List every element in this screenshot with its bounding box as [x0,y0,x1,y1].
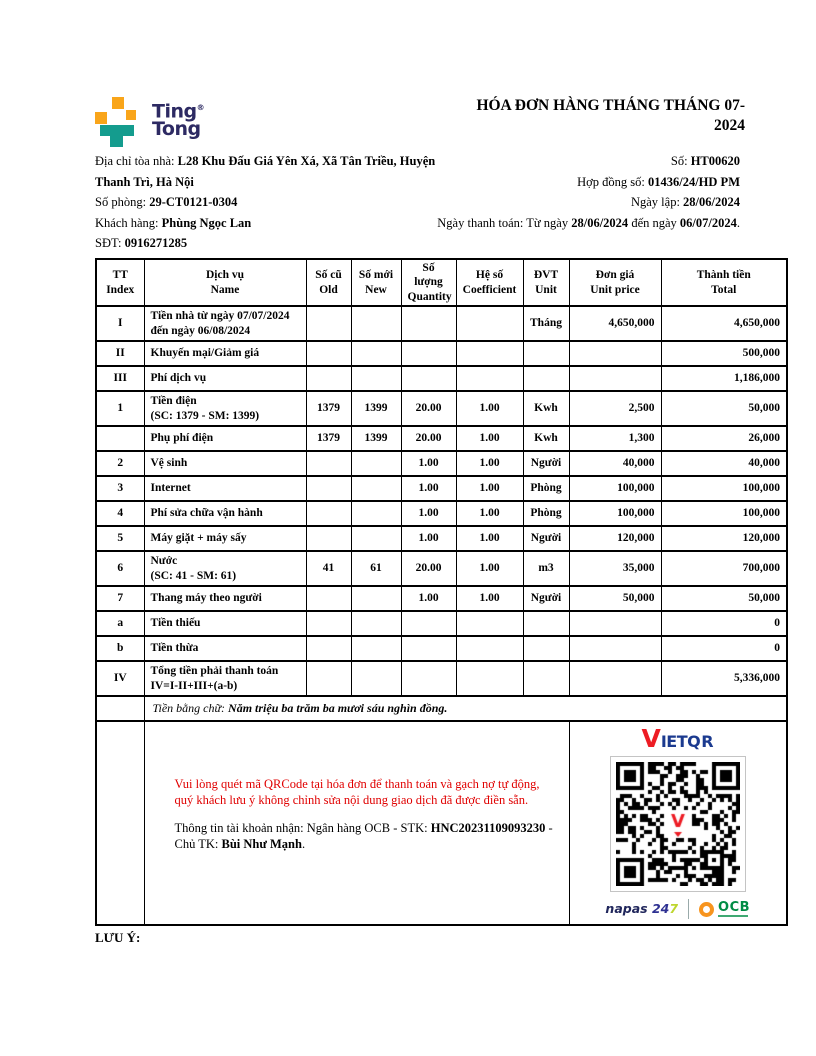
cell-price: 2,500 [569,391,661,426]
cell-total: 50,000 [661,586,787,611]
cell-name: Tiền thừa [144,636,306,661]
issue-date: Ngày lập: 28/06/2024 [630,195,740,210]
column-header-6: ĐVT Unit [523,259,569,306]
vietqr-logo: VIETQR [641,724,715,754]
cell-coef [456,661,523,696]
table-row [96,451,787,476]
cell-price: 4,650,000 [569,306,661,341]
address-line2: Thanh Trì, Hà Nội [95,174,194,189]
cell-new [351,526,401,551]
table-row [96,611,787,636]
cell-total: 5,336,000 [661,661,787,696]
cell-coef [456,306,523,341]
cell-qty [401,366,456,391]
cell-old [306,501,351,526]
amount-in-words: Tiền bằng chữ: Năm triệu ba trăm ba mươi sáu nghìn đồng. [144,696,787,721]
cell-qty [401,341,456,366]
cell-qty: 1.00 [401,476,456,501]
address-line1: Địa chỉ tòa nhà: L28 Khu Đấu Giá Yên Xá, Xã Tân Triều, Huyện [95,154,436,168]
cell-tt: IV [96,661,144,696]
cell-coef [456,366,523,391]
napas-logo: napas 247 [605,901,679,917]
cell-total: 0 [661,636,787,661]
cell-old: 1379 [306,426,351,451]
footer-note: LƯU Ý: [95,930,141,945]
cell-unit [523,366,569,391]
invoice-table-head [96,259,787,306]
cell-tt: 6 [96,551,144,586]
header-row [96,259,787,306]
cell-price [569,366,661,391]
cell-tt: b [96,636,144,661]
cell-old [306,476,351,501]
cell-total: 40,000 [661,451,787,476]
cell-qty [401,661,456,696]
cell-qty: 20.00 [401,391,456,426]
cell-coef [456,341,523,366]
cell-unit: Tháng [523,306,569,341]
cell-qty: 20.00 [401,551,456,586]
cell-tt: 7 [96,586,144,611]
cell-new [351,306,401,341]
cell-qty [401,306,456,341]
cell-price: 120,000 [569,526,661,551]
room-number: Số phòng: 29-CT0121-0304 [95,195,238,210]
table-row [96,306,787,341]
customer-name: Khách hàng: Phùng Ngọc Lan [95,215,252,230]
cell-new [351,366,401,391]
invoice-table-body [96,306,787,696]
cell-coef [456,636,523,661]
tingtong-icon [95,97,143,147]
cell-unit: Phòng [523,476,569,501]
contract-number: Hợp đồng số: 01436/24/HD PM [577,174,740,189]
cell-name: Phí dịch vụ [144,366,306,391]
cell-name: Thang máy theo người [144,586,306,611]
cell-old [306,661,351,696]
column-header-0: TT Index [96,259,144,306]
cell-unit: Người [523,451,569,476]
cell-total: 700,000 [661,551,787,586]
cell-coef [456,611,523,636]
cell-name: Vệ sinh [144,451,306,476]
qr-code-frame [610,756,746,892]
table-row [96,636,787,661]
cell-tt [96,721,144,925]
cell-tt: III [96,366,144,391]
cell-total: 1,186,000 [661,366,787,391]
ocb-icon [699,902,714,917]
customer-phone: SĐT: 0916271285 [95,236,188,251]
cell-coef: 1.00 [456,451,523,476]
cell-new [351,661,401,696]
cell-qty: 1.00 [401,526,456,551]
cell-coef: 1.00 [456,391,523,426]
cell-new: 61 [351,551,401,586]
cell-unit: Phòng [523,501,569,526]
cell-tt [96,426,144,451]
qr-cell [569,721,787,925]
cell-unit: Kwh [523,391,569,426]
cell-tt: II [96,341,144,366]
cell-name: Khuyến mại/Giảm giá [144,341,306,366]
payment-period: Ngày thanh toán: Từ ngày 28/06/2024 đến ngày 06/07/2024. [437,215,740,230]
cell-old [306,586,351,611]
amount-in-words-row [96,696,787,721]
qr-payment-note: Vui lòng quét mã QRCode tại hóa đơn để thanh toán và gạch nợ tự động, quý khách lưu ý không chỉnh sửa nội dung giao dịch đã được điền sẵn. [174,777,540,807]
cell-old [306,526,351,551]
invoice-table [95,258,788,926]
table-row [96,526,787,551]
cell-price [569,341,661,366]
table-row [96,501,787,526]
cell-tt: 3 [96,476,144,501]
cell-new [351,476,401,501]
cell-old: 41 [306,551,351,586]
column-header-8: Thành tiền Total [661,259,787,306]
cell-price: 1,300 [569,426,661,451]
cell-new [351,501,401,526]
invoice-table-special [96,696,787,925]
brand-name: Ting® Tong [152,100,205,141]
cell-qty: 1.00 [401,586,456,611]
cell-name: Tổng tiền phải thanh toán IV=I-II+III+(a-b) [144,661,306,696]
cell-tt: a [96,611,144,636]
cell-price [569,611,661,636]
cell-unit: Kwh [523,426,569,451]
cell-coef: 1.00 [456,526,523,551]
cell-new [351,636,401,661]
invoice-title: HÓA ĐƠN HÀNG THÁNG THÁNG 07- 2024 [476,97,745,134]
cell-name: Tiền thiếu [144,611,306,636]
cell-total: 120,000 [661,526,787,551]
cell-old [306,611,351,636]
cell-total: 100,000 [661,476,787,501]
column-header-3: Số mới New [351,259,401,306]
invoice-number: Số: HT00620 [670,154,740,168]
cell-new: 1399 [351,391,401,426]
cell-old [306,636,351,661]
cell-total: 50,000 [661,391,787,426]
table-row [96,661,787,696]
payment-row [96,721,787,925]
cell-qty: 1.00 [401,501,456,526]
cell-name: Nước (SC: 41 - SM: 61) [144,551,306,586]
cell-new [351,451,401,476]
cell-price: 50,000 [569,586,661,611]
column-header-1: Dịch vụ Name [144,259,306,306]
cell-price: 40,000 [569,451,661,476]
table-row [96,341,787,366]
table-row [96,586,787,611]
cell-unit: Người [523,526,569,551]
cell-unit [523,636,569,661]
invoice-meta [310,151,740,233]
cell-price: 100,000 [569,476,661,501]
cell-total: 26,000 [661,426,787,451]
cell-tt: 2 [96,451,144,476]
cell-old [306,451,351,476]
cell-unit: Người [523,586,569,611]
cell-old [306,366,351,391]
cell-name: Phí sửa chữa vận hành [144,501,306,526]
cell-name: Phụ phí điện [144,426,306,451]
cell-unit: m3 [523,551,569,586]
cell-price [569,661,661,696]
column-header-2: Số cũ Old [306,259,351,306]
cell-name: Internet [144,476,306,501]
cell-tt: 4 [96,501,144,526]
cell-qty [401,636,456,661]
cell-tt: 5 [96,526,144,551]
table-row [96,366,787,391]
cell-name: Tiền điện (SC: 1379 - SM: 1399) [144,391,306,426]
column-header-7: Đơn giá Unit price [569,259,661,306]
cell-new: 1399 [351,426,401,451]
cell-tt [96,696,144,721]
cell-coef: 1.00 [456,426,523,451]
cell-total: 100,000 [661,501,787,526]
cell-coef: 1.00 [456,586,523,611]
cell-new [351,611,401,636]
column-header-5: Hệ số Coefficient [456,259,523,306]
table-row [96,551,787,586]
cell-unit [523,611,569,636]
cell-total: 500,000 [661,341,787,366]
cell-name: Tiền nhà từ ngày 07/07/2024 đến ngày 06/08/2024 [144,306,306,341]
column-header-4: Số lượng Quantity [401,259,456,306]
cell-old [306,306,351,341]
cell-unit [523,661,569,696]
table-row [96,426,787,451]
payment-text-cell [144,721,569,925]
payment-networks [570,899,787,919]
cell-total: 4,650,000 [661,306,787,341]
account-info: Thông tin tài khoản nhận: Ngân hàng OCB - STK: HNC20231109093230 - Chủ TK: Bùi Như Mạnh. [174,821,553,851]
cell-new [351,586,401,611]
qr-code [616,762,740,886]
brand-logo [95,97,204,147]
cell-price: 35,000 [569,551,661,586]
cell-qty: 20.00 [401,426,456,451]
cell-coef: 1.00 [456,501,523,526]
cell-coef: 1.00 [456,476,523,501]
cell-total: 0 [661,611,787,636]
cell-tt: I [96,306,144,341]
cell-price [569,636,661,661]
cell-name: Máy giặt + máy sấy [144,526,306,551]
cell-old: 1379 [306,391,351,426]
cell-old [306,341,351,366]
table-row [96,476,787,501]
table-row [96,391,787,426]
cell-new [351,341,401,366]
divider [688,899,689,919]
cell-qty [401,611,456,636]
ocb-logo: OCB [699,901,750,917]
cell-unit [523,341,569,366]
cell-tt: 1 [96,391,144,426]
cell-qty: 1.00 [401,451,456,476]
cell-coef: 1.00 [456,551,523,586]
cell-price: 100,000 [569,501,661,526]
